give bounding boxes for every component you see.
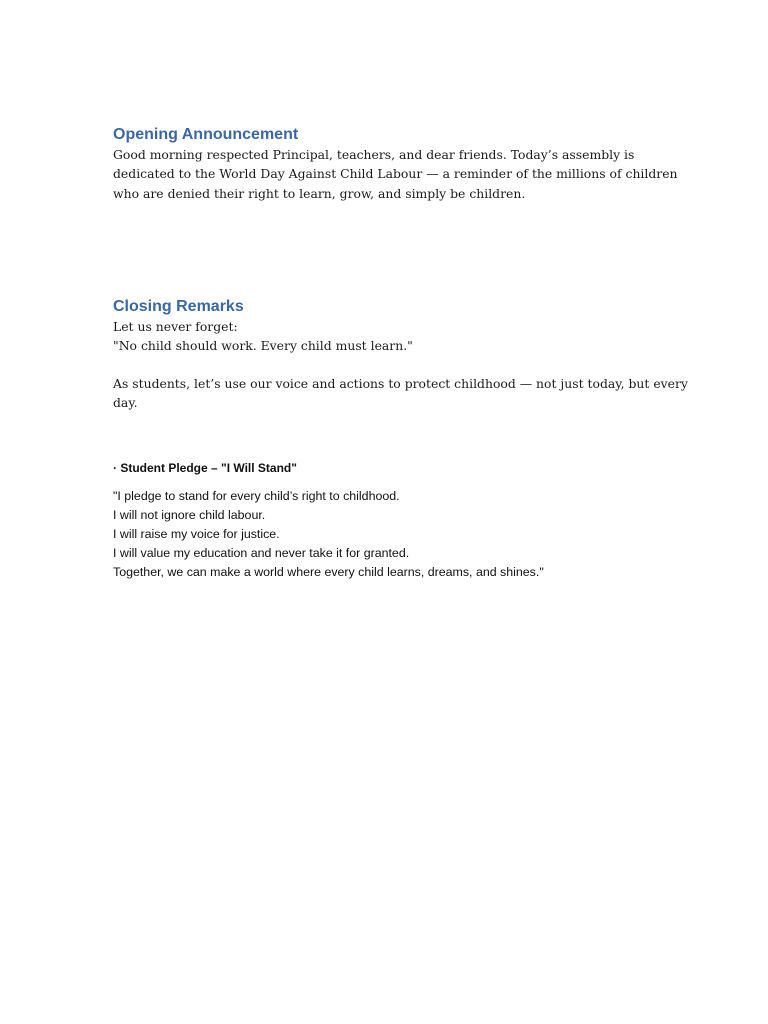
paragraph-line: As students, let’s use our voice and actions to protect childhood — not just today, but every bbox=[113, 376, 688, 391]
pledge-line: I will raise my voice for justice. bbox=[113, 527, 280, 541]
student-pledge-text bbox=[113, 487, 544, 582]
paragraph-line: Good morning respected Principal, teachers, and dear friends. Today’s assembly is bbox=[113, 147, 635, 162]
student-pledge-title: · Student Pledge – "I Will Stand" bbox=[113, 461, 297, 475]
paragraph-line: dedicated to the World Day Against Child Labour — a reminder of the millions of children bbox=[113, 166, 678, 182]
pledge-line: I will not ignore child labour. bbox=[113, 508, 266, 522]
closing-remarks-intro bbox=[113, 317, 658, 356]
pledge-line: "I pledge to stand for every child’s right to childhood. bbox=[113, 489, 400, 503]
paragraph-line: Let us never forget: bbox=[113, 319, 238, 334]
opening-announcement-paragraph bbox=[113, 145, 678, 203]
quote-line: "No child should work. Every child must learn." bbox=[113, 338, 413, 354]
closing-remarks-message bbox=[113, 374, 688, 413]
pledge-line: Together, we can make a world where every child learns, dreams, and shines." bbox=[113, 565, 544, 579]
closing-remarks-heading: Closing Remarks bbox=[113, 298, 244, 315]
pledge-line: I will value my education and never take it for granted. bbox=[113, 546, 410, 560]
opening-announcement-heading: Opening Announcement bbox=[113, 126, 299, 143]
paragraph-line: day. bbox=[113, 395, 138, 411]
paragraph-line: who are denied their right to learn, grow, and simply be children. bbox=[113, 185, 526, 201]
